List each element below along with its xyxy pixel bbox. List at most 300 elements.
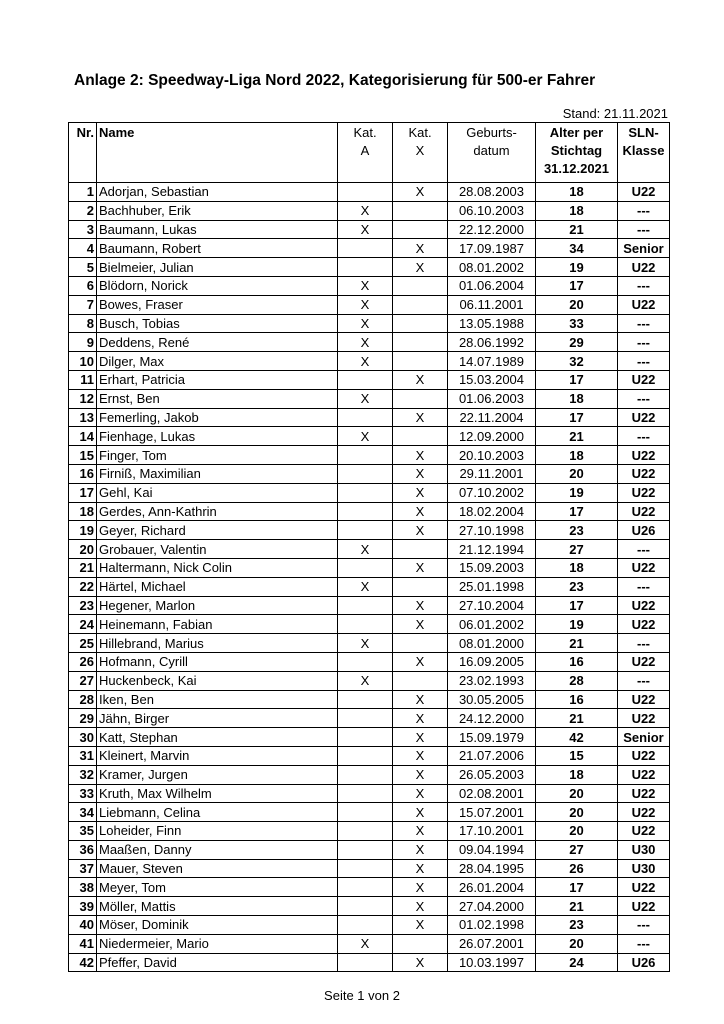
birth-date: 15.07.2001: [448, 803, 536, 822]
driver-name: Loheider, Finn: [97, 822, 338, 841]
sln-class: ---: [618, 333, 670, 352]
driver-name: Firniß, Maximilian: [97, 464, 338, 483]
header-kat-a: Kat. A: [338, 123, 393, 183]
kat-x-mark: [393, 634, 448, 653]
kat-x-mark: X: [393, 765, 448, 784]
kat-a-mark: [338, 803, 393, 822]
kat-a-mark: [338, 916, 393, 935]
kat-x-mark: X: [393, 822, 448, 841]
kat-a-mark: [338, 840, 393, 859]
age-value: 19: [536, 258, 618, 277]
row-number: 14: [69, 427, 97, 446]
birth-date: 22.12.2000: [448, 220, 536, 239]
age-value: 20: [536, 784, 618, 803]
birth-date: 06.11.2001: [448, 295, 536, 314]
birth-date: 10.03.1997: [448, 953, 536, 972]
row-number: 1: [69, 183, 97, 202]
sln-class: U22: [618, 709, 670, 728]
age-value: 17: [536, 502, 618, 521]
row-number: 32: [69, 765, 97, 784]
kat-x-mark: X: [393, 502, 448, 521]
age-value: 27: [536, 840, 618, 859]
birth-date: 18.02.2004: [448, 502, 536, 521]
driver-name: Hofmann, Cyrill: [97, 652, 338, 671]
row-number: 6: [69, 276, 97, 295]
table-row: [69, 220, 670, 239]
driver-name: Finger, Tom: [97, 446, 338, 465]
birth-date: 26.01.2004: [448, 878, 536, 897]
birth-date: 20.10.2003: [448, 446, 536, 465]
kat-x-mark: X: [393, 521, 448, 540]
kat-a-mark: X: [338, 389, 393, 408]
birth-date: 01.02.1998: [448, 916, 536, 935]
kat-a-mark: [338, 183, 393, 202]
sln-class: U22: [618, 652, 670, 671]
sln-class: U22: [618, 408, 670, 427]
driver-name: Deddens, René: [97, 333, 338, 352]
driver-name: Bielmeier, Julian: [97, 258, 338, 277]
birth-date: 02.08.2001: [448, 784, 536, 803]
age-value: 21: [536, 634, 618, 653]
age-value: 19: [536, 483, 618, 502]
sln-class: U22: [618, 502, 670, 521]
age-value: 20: [536, 934, 618, 953]
sln-class: ---: [618, 577, 670, 596]
age-value: 17: [536, 276, 618, 295]
driver-name: Gehl, Kai: [97, 483, 338, 502]
birth-date: 08.01.2000: [448, 634, 536, 653]
kat-x-mark: [393, 314, 448, 333]
birth-date: 28.04.1995: [448, 859, 536, 878]
kat-x-mark: X: [393, 370, 448, 389]
row-number: 7: [69, 295, 97, 314]
driver-name: Haltermann, Nick Colin: [97, 558, 338, 577]
birth-date: 14.07.1989: [448, 352, 536, 371]
sln-class: U26: [618, 953, 670, 972]
birth-date: 15.09.1979: [448, 728, 536, 747]
header-name: Name: [97, 123, 338, 183]
driver-name: Fienhage, Lukas: [97, 427, 338, 446]
row-number: 21: [69, 558, 97, 577]
age-value: 18: [536, 558, 618, 577]
sln-class: ---: [618, 201, 670, 220]
kat-a-mark: [338, 784, 393, 803]
table-row: [69, 634, 670, 653]
driver-name: Geyer, Richard: [97, 521, 338, 540]
table-row: [69, 427, 670, 446]
kat-a-mark: X: [338, 540, 393, 559]
table-row: [69, 446, 670, 465]
sln-class: ---: [618, 276, 670, 295]
row-number: 11: [69, 370, 97, 389]
driver-name: Möser, Dominik: [97, 916, 338, 935]
row-number: 34: [69, 803, 97, 822]
row-number: 5: [69, 258, 97, 277]
table-row: [69, 464, 670, 483]
birth-date: 25.01.1998: [448, 577, 536, 596]
age-value: 20: [536, 295, 618, 314]
kat-a-mark: [338, 558, 393, 577]
driver-name: Huckenbeck, Kai: [97, 671, 338, 690]
sln-class: ---: [618, 671, 670, 690]
age-value: 21: [536, 220, 618, 239]
kat-x-mark: [393, 934, 448, 953]
kat-a-mark: [338, 239, 393, 258]
header-alter: Alter per Stichtag 31.12.2021: [536, 123, 618, 183]
kat-a-mark: [338, 859, 393, 878]
driver-name: Hillebrand, Marius: [97, 634, 338, 653]
table-row: [69, 389, 670, 408]
kat-x-mark: [393, 577, 448, 596]
kat-a-mark: X: [338, 201, 393, 220]
row-number: 23: [69, 596, 97, 615]
row-number: 28: [69, 690, 97, 709]
table-row: [69, 765, 670, 784]
table-row: [69, 671, 670, 690]
age-value: 20: [536, 822, 618, 841]
driver-name: Kramer, Jurgen: [97, 765, 338, 784]
row-number: 20: [69, 540, 97, 559]
row-number: 35: [69, 822, 97, 841]
driver-name: Niedermeier, Mario: [97, 934, 338, 953]
age-value: 20: [536, 464, 618, 483]
driver-name: Pfeffer, David: [97, 953, 338, 972]
kat-x-mark: [393, 295, 448, 314]
header-kat-x: Kat. X: [393, 123, 448, 183]
table-row: [69, 878, 670, 897]
sln-class: U22: [618, 803, 670, 822]
birth-date: 07.10.2002: [448, 483, 536, 502]
sln-class: U22: [618, 558, 670, 577]
table-row: [69, 746, 670, 765]
kat-a-mark: [338, 370, 393, 389]
kat-x-mark: [393, 220, 448, 239]
row-number: 40: [69, 916, 97, 935]
row-number: 25: [69, 634, 97, 653]
age-value: 33: [536, 314, 618, 333]
kat-a-mark: [338, 822, 393, 841]
age-value: 27: [536, 540, 618, 559]
kat-a-mark: [338, 690, 393, 709]
sln-class: U30: [618, 840, 670, 859]
kat-x-mark: X: [393, 183, 448, 202]
table-row: [69, 822, 670, 841]
kat-x-mark: X: [393, 878, 448, 897]
driver-name: Blödorn, Norick: [97, 276, 338, 295]
kat-x-mark: X: [393, 464, 448, 483]
table-row: [69, 558, 670, 577]
birth-date: 12.09.2000: [448, 427, 536, 446]
table-row: [69, 352, 670, 371]
kat-x-mark: X: [393, 953, 448, 972]
sln-class: U22: [618, 446, 670, 465]
row-number: 36: [69, 840, 97, 859]
row-number: 9: [69, 333, 97, 352]
driver-name: Kleinert, Marvin: [97, 746, 338, 765]
sln-class: U22: [618, 258, 670, 277]
kat-x-mark: [393, 201, 448, 220]
birth-date: 29.11.2001: [448, 464, 536, 483]
kat-a-mark: [338, 615, 393, 634]
age-value: 16: [536, 690, 618, 709]
driver-name: Mauer, Steven: [97, 859, 338, 878]
driver-name: Erhart, Patricia: [97, 370, 338, 389]
kat-a-mark: [338, 483, 393, 502]
age-value: 21: [536, 427, 618, 446]
table-row: [69, 953, 670, 972]
table-row: [69, 201, 670, 220]
row-number: 26: [69, 652, 97, 671]
birth-date: 01.06.2004: [448, 276, 536, 295]
kat-a-mark: [338, 521, 393, 540]
driver-name: Baumann, Robert: [97, 239, 338, 258]
sln-class: ---: [618, 934, 670, 953]
age-value: 20: [536, 803, 618, 822]
kat-x-mark: X: [393, 239, 448, 258]
driver-name: Kruth, Max Wilhelm: [97, 784, 338, 803]
age-value: 15: [536, 746, 618, 765]
row-number: 24: [69, 615, 97, 634]
table-row: [69, 709, 670, 728]
row-number: 42: [69, 953, 97, 972]
kat-a-mark: X: [338, 671, 393, 690]
kat-a-mark: [338, 652, 393, 671]
kat-a-mark: X: [338, 352, 393, 371]
birth-date: 09.04.1994: [448, 840, 536, 859]
sln-class: U22: [618, 878, 670, 897]
table-row: [69, 314, 670, 333]
age-value: 26: [536, 859, 618, 878]
driver-name: Maaßen, Danny: [97, 840, 338, 859]
sln-class: U22: [618, 822, 670, 841]
kat-a-mark: X: [338, 295, 393, 314]
driver-name: Grobauer, Valentin: [97, 540, 338, 559]
sln-class: ---: [618, 389, 670, 408]
table-row: [69, 370, 670, 389]
age-value: 23: [536, 521, 618, 540]
table-row: [69, 258, 670, 277]
kat-x-mark: X: [393, 728, 448, 747]
sln-class: U22: [618, 464, 670, 483]
sln-class: ---: [618, 540, 670, 559]
kat-x-mark: [393, 389, 448, 408]
birth-date: 23.02.1993: [448, 671, 536, 690]
driver-name: Katt, Stephan: [97, 728, 338, 747]
row-number: 41: [69, 934, 97, 953]
sln-class: U22: [618, 483, 670, 502]
kat-x-mark: [393, 427, 448, 446]
row-number: 17: [69, 483, 97, 502]
sln-class: ---: [618, 427, 670, 446]
header-geburtsdatum: Geburts- datum: [448, 123, 536, 183]
driver-name: Baumann, Lukas: [97, 220, 338, 239]
table-row: [69, 239, 670, 258]
table-row: [69, 502, 670, 521]
sln-class: U22: [618, 183, 670, 202]
kat-x-mark: X: [393, 840, 448, 859]
table-header-row: [69, 123, 670, 183]
driver-name: Heinemann, Fabian: [97, 615, 338, 634]
age-value: 18: [536, 389, 618, 408]
age-value: 24: [536, 953, 618, 972]
kat-a-mark: [338, 728, 393, 747]
kat-x-mark: [393, 352, 448, 371]
sln-class: U22: [618, 295, 670, 314]
driver-name: Iken, Ben: [97, 690, 338, 709]
kat-a-mark: [338, 258, 393, 277]
birth-date: 06.01.2002: [448, 615, 536, 634]
birth-date: 06.10.2003: [448, 201, 536, 220]
row-number: 39: [69, 897, 97, 916]
row-number: 12: [69, 389, 97, 408]
age-value: 29: [536, 333, 618, 352]
table-row: [69, 859, 670, 878]
age-value: 19: [536, 615, 618, 634]
age-value: 21: [536, 709, 618, 728]
kat-a-mark: [338, 746, 393, 765]
birth-date: 22.11.2004: [448, 408, 536, 427]
kat-a-mark: [338, 897, 393, 916]
row-number: 15: [69, 446, 97, 465]
driver-name: Femerling, Jakob: [97, 408, 338, 427]
age-value: 23: [536, 916, 618, 935]
sln-class: ---: [618, 220, 670, 239]
driver-name: Jähn, Birger: [97, 709, 338, 728]
birth-date: 28.06.1992: [448, 333, 536, 352]
driver-name: Bachhuber, Erik: [97, 201, 338, 220]
kat-x-mark: X: [393, 803, 448, 822]
kat-a-mark: [338, 878, 393, 897]
kat-a-mark: [338, 596, 393, 615]
row-number: 3: [69, 220, 97, 239]
sln-class: U22: [618, 370, 670, 389]
driver-name: Gerdes, Ann-Kathrin: [97, 502, 338, 521]
age-value: 32: [536, 352, 618, 371]
age-value: 42: [536, 728, 618, 747]
sln-class: U26: [618, 521, 670, 540]
age-value: 17: [536, 370, 618, 389]
driver-name: Hegener, Marlon: [97, 596, 338, 615]
row-number: 38: [69, 878, 97, 897]
age-value: 17: [536, 596, 618, 615]
kat-x-mark: X: [393, 558, 448, 577]
stand-date: Stand: 21.11.2021: [562, 106, 668, 121]
kat-a-mark: [338, 408, 393, 427]
driver-name: Ernst, Ben: [97, 389, 338, 408]
birth-date: 24.12.2000: [448, 709, 536, 728]
birth-date: 01.06.2003: [448, 389, 536, 408]
age-value: 34: [536, 239, 618, 258]
kat-x-mark: X: [393, 859, 448, 878]
kat-a-mark: [338, 446, 393, 465]
table-row: [69, 577, 670, 596]
table-row: [69, 897, 670, 916]
birth-date: 08.01.2002: [448, 258, 536, 277]
row-number: 27: [69, 671, 97, 690]
driver-name: Busch, Tobias: [97, 314, 338, 333]
kat-a-mark: X: [338, 314, 393, 333]
kat-x-mark: X: [393, 446, 448, 465]
kat-x-mark: [393, 333, 448, 352]
driver-name: Dilger, Max: [97, 352, 338, 371]
table-row: [69, 615, 670, 634]
driver-name: Adorjan, Sebastian: [97, 183, 338, 202]
age-value: 23: [536, 577, 618, 596]
sln-class: U22: [618, 615, 670, 634]
kat-x-mark: X: [393, 746, 448, 765]
table-row: [69, 916, 670, 935]
sln-class: U30: [618, 859, 670, 878]
kat-a-mark: [338, 953, 393, 972]
kat-x-mark: [393, 671, 448, 690]
row-number: 16: [69, 464, 97, 483]
kat-x-mark: X: [393, 258, 448, 277]
sln-class: U22: [618, 897, 670, 916]
table-row: [69, 333, 670, 352]
kat-x-mark: X: [393, 652, 448, 671]
kat-a-mark: X: [338, 634, 393, 653]
row-number: 37: [69, 859, 97, 878]
kat-x-mark: X: [393, 596, 448, 615]
kat-a-mark: [338, 765, 393, 784]
age-value: 16: [536, 652, 618, 671]
age-value: 21: [536, 897, 618, 916]
sln-class: U22: [618, 596, 670, 615]
birth-date: 21.07.2006: [448, 746, 536, 765]
driver-name: Härtel, Michael: [97, 577, 338, 596]
row-number: 29: [69, 709, 97, 728]
sln-class: U22: [618, 765, 670, 784]
header-sln-klasse: SLN- Klasse: [618, 123, 670, 183]
table-row: [69, 183, 670, 202]
row-number: 33: [69, 784, 97, 803]
age-value: 17: [536, 408, 618, 427]
table-row: [69, 652, 670, 671]
sln-class: Senior: [618, 728, 670, 747]
table-row: [69, 803, 670, 822]
kat-a-mark: X: [338, 934, 393, 953]
kat-a-mark: [338, 709, 393, 728]
document-title: Anlage 2: Speedway-Liga Nord 2022, Kategorisierung für 500-er Fahrer: [74, 72, 596, 89]
kat-x-mark: X: [393, 784, 448, 803]
sln-class: U22: [618, 690, 670, 709]
age-value: 18: [536, 446, 618, 465]
birth-date: 21.12.1994: [448, 540, 536, 559]
kat-x-mark: X: [393, 916, 448, 935]
driver-table: [68, 122, 670, 972]
row-number: 4: [69, 239, 97, 258]
row-number: 18: [69, 502, 97, 521]
kat-x-mark: X: [393, 615, 448, 634]
table-row: [69, 483, 670, 502]
driver-name: Liebmann, Celina: [97, 803, 338, 822]
row-number: 30: [69, 728, 97, 747]
birth-date: 16.09.2005: [448, 652, 536, 671]
driver-name: Meyer, Tom: [97, 878, 338, 897]
birth-date: 17.09.1987: [448, 239, 536, 258]
age-value: 17: [536, 878, 618, 897]
sln-class: ---: [618, 352, 670, 371]
kat-a-mark: X: [338, 333, 393, 352]
table-row: [69, 596, 670, 615]
table-row: [69, 784, 670, 803]
sln-class: ---: [618, 634, 670, 653]
row-number: 2: [69, 201, 97, 220]
row-number: 13: [69, 408, 97, 427]
row-number: 8: [69, 314, 97, 333]
table-row: [69, 295, 670, 314]
birth-date: 15.03.2004: [448, 370, 536, 389]
